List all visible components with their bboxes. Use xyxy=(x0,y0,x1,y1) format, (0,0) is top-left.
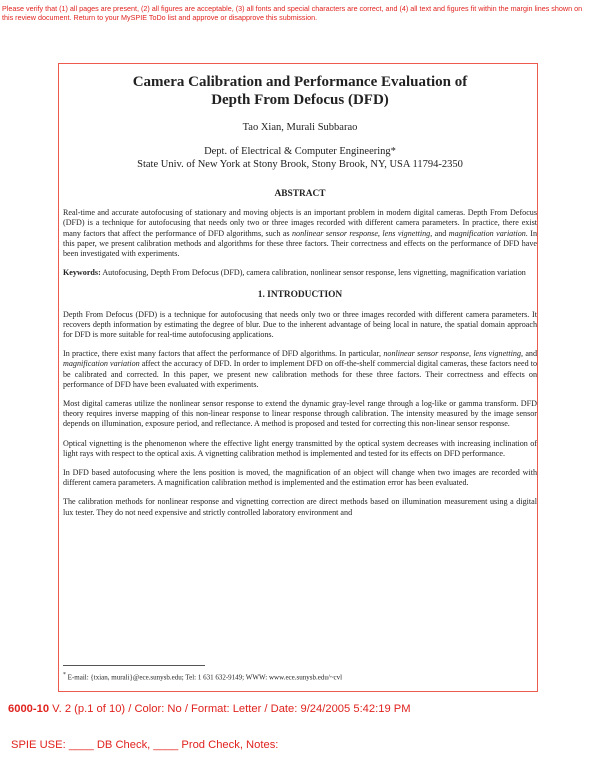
intro-p2-term-2: lens vignetting, xyxy=(473,349,524,359)
title-line-1: Camera Calibration and Performance Evaluation of xyxy=(132,74,468,90)
intro-paragraph-2 xyxy=(63,349,537,390)
affiliation-line-1: Dept. of Electrical & Computer Engineering* xyxy=(204,146,396,157)
submission-status xyxy=(8,703,411,715)
footnote-rule xyxy=(63,665,205,666)
spie-use-line: SPIE USE: ____ DB Check, ____ Prod Check, Notes: xyxy=(11,739,279,751)
intro-paragraph-6: The calibration methods for nonlinear response and vignetting correction are direct methods based on illumination measurement using a digital lux tester. They do not need expensive and strictly controlled laboratory environment and xyxy=(63,497,537,517)
title-line-2: Depth From Defocus (DFD) xyxy=(211,92,389,108)
abstract-text xyxy=(63,208,537,259)
status-details: V. 2 (p.1 of 10) / Color: No / Format: Letter / Date: 9/24/2005 5:42:19 PM xyxy=(49,703,411,715)
intro-paragraph-5: In DFD based autofocusing where the lens position is moved, the magnification of an object will change when two images are recorded with different camera parameters. A magnification calibration method is implemented and the estimation error has been evaluated. xyxy=(63,468,537,488)
abstract-term-1: nonlinear sensor response xyxy=(291,228,378,238)
keywords-list: Autofocusing, Depth From Defocus (DFD), camera calibration, nonlinear sensor response, lens vignetting, magnification variation xyxy=(100,268,526,278)
abstract-part-1: Real-time and accurate autofocusing of stationary and moving objects is an important problem in modern digital cameras. Depth From Defocus (DFD) is a technique for autofocusing that needs only two or three images recorded with different camera parameters. In practice, there exist many factors that affect the performance of DFD algorithms, such as xyxy=(63,208,537,238)
intro-p2-part-2: affect the accuracy of DFD. In order to implement DFD on off-the-shelf commercial digital cameras, these factors need to be calibrated and corrected. In this paper, we present new calibration methods for these three factors. Their correctness and effects on performance of DFD have been evaluated with experiments. xyxy=(63,359,537,389)
intro-paragraph-1: Depth From Defocus (DFD) is a technique for autofocusing that needs only two or three images recorded with different camera parameters. It recovers depth information by estimating the degree of blur. Due to the inherent advantage of being local in nature, the spatial domain approach for DFD is more suitable for real-time autofocusing applications. xyxy=(63,309,537,340)
abstract-term-3: magnification variation. xyxy=(448,228,528,238)
intro-p2-term-3: magnification variation xyxy=(63,359,140,369)
review-notice: Please verify that (1) all pages are present, (2) all figures are acceptable, (3) all fonts and special characters are correct, and (4) all text and figures fit within the margin lines shown on this review document. Return to your MySPIE ToDo list and approve or disapprove this submission. xyxy=(2,4,583,22)
paper-title xyxy=(63,73,537,109)
footnote-text: E-mail: {txian, murali}@ece.sunysb.edu; Tel: 1 631 632-9149; WWW: www.ece.sunysb.edu/~cvl xyxy=(65,673,343,682)
intro-paragraph-3: Most digital cameras utilize the nonlinear sensor response to extend the dynamic gray-level range through a log-like or gamma transform. DFD theory requires inverse mapping of this non-linear response to linear response through calibration. The intensity measured by the image sensor depends on illumination, exposure period, and reflectance. A method is proposed and tested for correcting this non-linear sensor response. xyxy=(63,399,537,429)
keywords-label: Keywords: xyxy=(63,268,101,278)
abstract-heading: ABSTRACT xyxy=(274,189,326,199)
keywords xyxy=(63,268,537,278)
intro-p2-term-1: nonlinear sensor response xyxy=(383,349,469,359)
intro-p2-sep-2: and xyxy=(523,349,538,359)
footnote-mark: * xyxy=(63,672,66,678)
intro-p2-part-1: In practice, there exist many factors that affect the performance of DFD algorithms. In particular, xyxy=(63,349,384,359)
abstract-part-2: In this paper, we present calibration methods and algorithms for these three factors. Their correctness and effects on the performance of DFD have been investigated with experiments. xyxy=(63,228,538,259)
affiliation-line-2: State Univ. of New York at Stony Brook, Stony Brook, NY, USA 11794-2350 xyxy=(137,159,463,170)
paper-id: 6000-10 xyxy=(8,703,50,715)
footnote xyxy=(63,671,533,682)
paper-page xyxy=(63,73,537,527)
authors: Tao Xian, Murali Subbarao xyxy=(242,122,358,133)
abstract-sep-1: , xyxy=(377,228,383,238)
intro-p2-sep-1: , xyxy=(469,349,474,359)
intro-paragraph-4: Optical vignetting is the phenomenon where the effective light energy transmitted by the optical system decreases with increasing inclination of light rays with respect to the optical axis. A vignetting calibration method is implemented and tested for its effects on DFD performance. xyxy=(63,438,537,458)
affiliation xyxy=(63,145,537,171)
introduction-heading: 1. INTRODUCTION xyxy=(257,290,343,301)
abstract-sep-2: and xyxy=(432,228,449,238)
abstract-term-2: lens vignetting, xyxy=(382,228,433,238)
